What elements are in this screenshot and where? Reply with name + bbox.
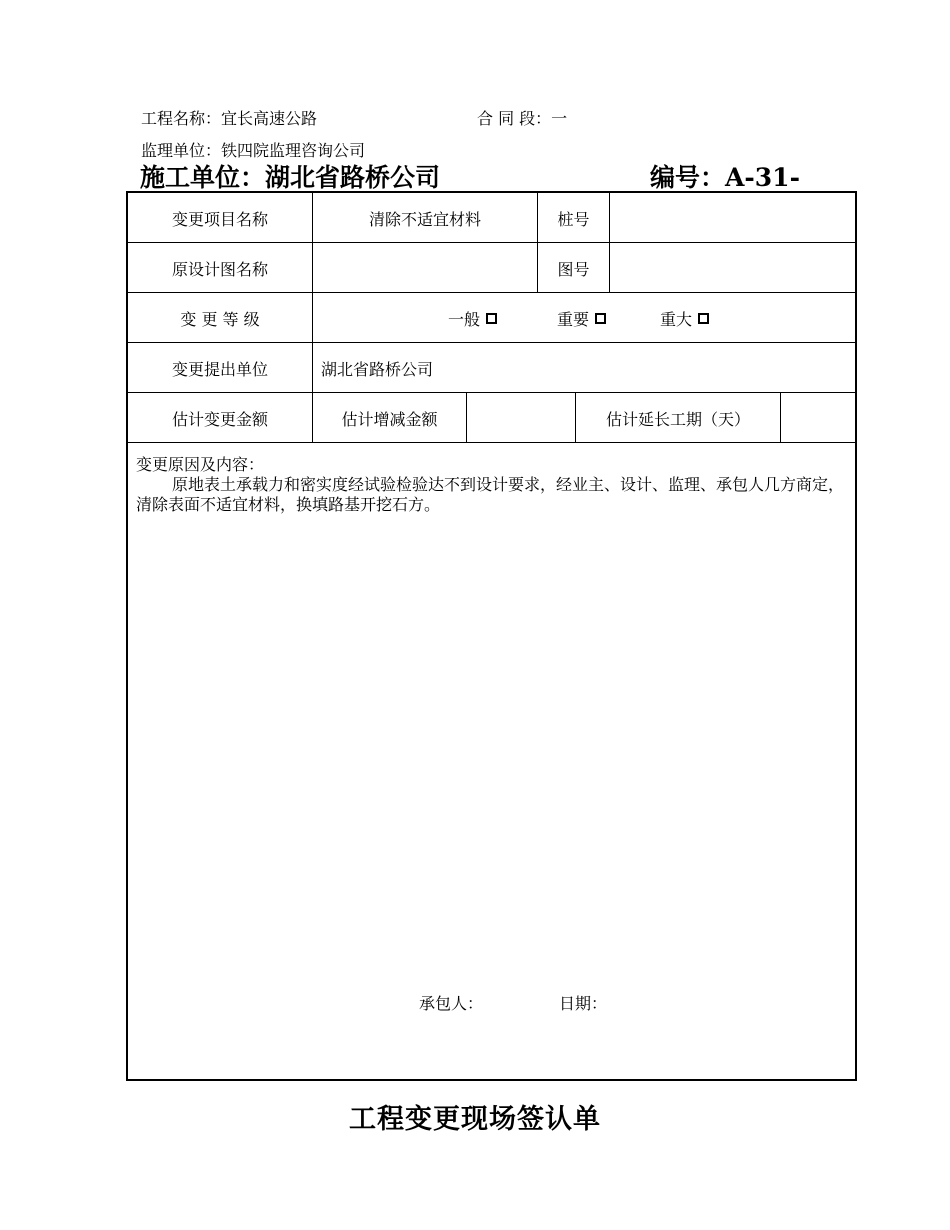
grade-option-major[interactable]: [660, 293, 709, 343]
grade-option-label: 重大: [660, 309, 693, 329]
construction-unit: 施工单位：湖北省路桥公司: [140, 163, 441, 192]
estimated-extension-field[interactable]: [781, 393, 855, 443]
document-title: 工程变更现场签认单: [349, 1104, 601, 1135]
checkbox-icon[interactable]: [595, 313, 606, 324]
checkbox-icon[interactable]: [486, 313, 497, 324]
contract-section: 合 同 段：一: [477, 109, 568, 128]
change-form-table: [126, 191, 857, 1081]
change-reason-section[interactable]: [136, 455, 848, 515]
grade-option-label: 重要: [557, 309, 590, 329]
estimated-change-amount-label: 估计变更金额: [171, 409, 268, 429]
grade-option-general[interactable]: [448, 293, 497, 343]
estimated-increase-field[interactable]: [467, 393, 575, 443]
change-item-name-field[interactable]: 清除不适宜材料: [368, 209, 481, 229]
grade-option-important[interactable]: [557, 293, 606, 343]
contractor-signature-label: 承包人：: [419, 994, 484, 1013]
original-design-drawing-field[interactable]: [313, 243, 537, 293]
grade-option-label: 一般: [448, 309, 481, 329]
station-field[interactable]: [610, 193, 855, 243]
estimated-extension-label: 估计延长工期（天）: [605, 409, 750, 429]
estimated-increase-label: 估计增减金额: [341, 409, 438, 429]
proposing-unit-label: 变更提出单位: [171, 359, 268, 379]
supervision-unit: 监理单位：铁四院监理咨询公司: [141, 141, 366, 160]
drawing-number-label: 图号: [557, 259, 590, 279]
serial-number: 编号：A-31-: [650, 163, 800, 192]
change-grade-label: 变 更 等 级: [180, 309, 260, 329]
proposing-unit-field[interactable]: 湖北省路桥公司: [321, 359, 434, 379]
change-reason-title: 变更原因及内容：: [136, 455, 265, 474]
checkbox-icon[interactable]: [698, 313, 709, 324]
project-name: 工程名称：宜长高速公路: [141, 109, 318, 128]
drawing-number-field[interactable]: [610, 243, 855, 293]
station-label: 桩号: [557, 209, 590, 229]
date-label: 日期：: [559, 994, 608, 1013]
change-item-name-label: 变更项目名称: [171, 209, 268, 229]
change-reason-body: 原地表土承载力和密实度经试验检验达不到设计要求，经业主、设计、监理、承包人几方商定，清除表面不适宜材料，换填路基开挖石方。: [136, 475, 845, 514]
original-design-drawing-label: 原设计图名称: [171, 259, 268, 279]
